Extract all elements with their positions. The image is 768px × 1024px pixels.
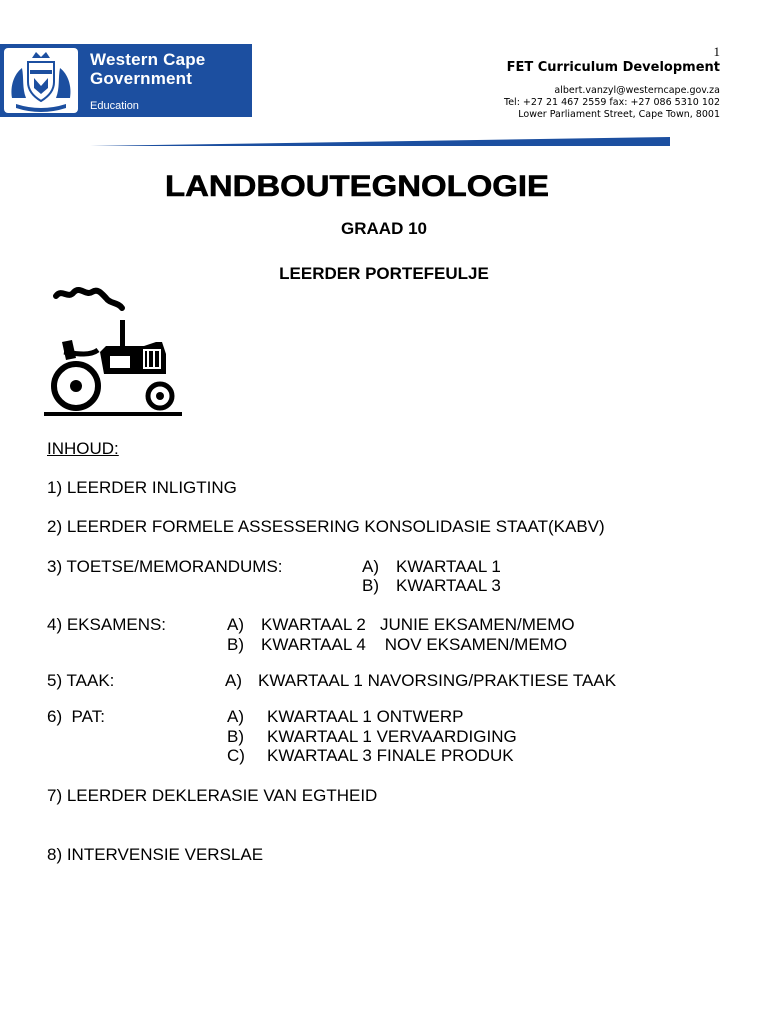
item-3-a-text: KWARTAAL 1 (396, 557, 501, 576)
item-4-b-text: KWARTAAL 4 NOV EKSAMEN/MEMO (261, 635, 568, 654)
contents-item-3-label: 3) TOETSE/MEMORANDUMS: (47, 557, 283, 576)
contents-item-8: 8) INTERVENSIE VERSLAE (47, 845, 264, 864)
brand-line-2: Government (90, 69, 193, 88)
wcg-logo (0, 44, 252, 117)
item-6-c-text: KWARTAAL 3 FINALE PRODUK (267, 746, 514, 765)
item-3-a-letter: A) (362, 557, 379, 576)
contents-item-6-label: 6) PAT: (47, 707, 105, 726)
page-number: 1 (713, 44, 720, 59)
tractor-icon (44, 282, 184, 420)
unit-title: FET Curriculum Development (506, 60, 720, 75)
item-6-b-text: KWARTAAL 1 VERVAARDIGING (267, 727, 517, 746)
item-6-a-letter: A) (227, 707, 244, 726)
item-4-a-text: KWARTAAL 2 JUNIE EKSAMEN/MEMO (261, 615, 575, 634)
brand-line-1: Western Cape (90, 50, 206, 69)
subject-title (162, 160, 552, 210)
contact-address: Lower Parliament Street, Cape Town, 8001 (518, 109, 720, 120)
contents-item-5-label: 5) TAAK: (47, 671, 115, 690)
item-5-a-letter: A) (225, 671, 242, 690)
item-4-b-letter: B) (227, 635, 244, 654)
item-3-b-letter: B) (362, 576, 379, 595)
contact-email: albert.vanzyl@westerncape.gov.za (554, 85, 720, 96)
contents-item-7: 7) LEERDER DEKLERASIE VAN EGTHEID (47, 786, 378, 805)
item-6-b-letter: B) (227, 727, 244, 746)
contents-item-4-label: 4) EKSAMENS: (47, 615, 167, 634)
item-6-a-text: KWARTAAL 1 ONTWERP (267, 707, 464, 726)
item-3-b-text: KWARTAAL 3 (396, 576, 501, 595)
item-4-a-letter: A) (227, 615, 244, 634)
grade-heading: GRAAD 10 (341, 219, 427, 238)
contact-phone: Tel: +27 21 467 2559 fax: +27 086 5310 102 (504, 97, 720, 108)
header-divider (90, 133, 670, 147)
brand-department: Education (90, 100, 139, 112)
portfolio-heading: LEERDER PORTEFEULJE (279, 264, 489, 283)
item-6-c-letter: C) (227, 746, 245, 765)
item-5-a-text: KWARTAAL 1 NAVORSING/PRAKTIESE TAAK (258, 671, 617, 690)
contents-item-2: 2) LEERDER FORMELE ASSESSERING KONSOLIDASIE STAAT(KABV) (47, 517, 605, 536)
subject-title-text: LANDBOUTEGNOLOGIE (165, 170, 549, 203)
contents-heading: INHOUD: (47, 439, 119, 458)
coat-of-arms-icon (4, 48, 78, 113)
contents-item-1: 1) LEERDER INLIGTING (47, 478, 237, 497)
